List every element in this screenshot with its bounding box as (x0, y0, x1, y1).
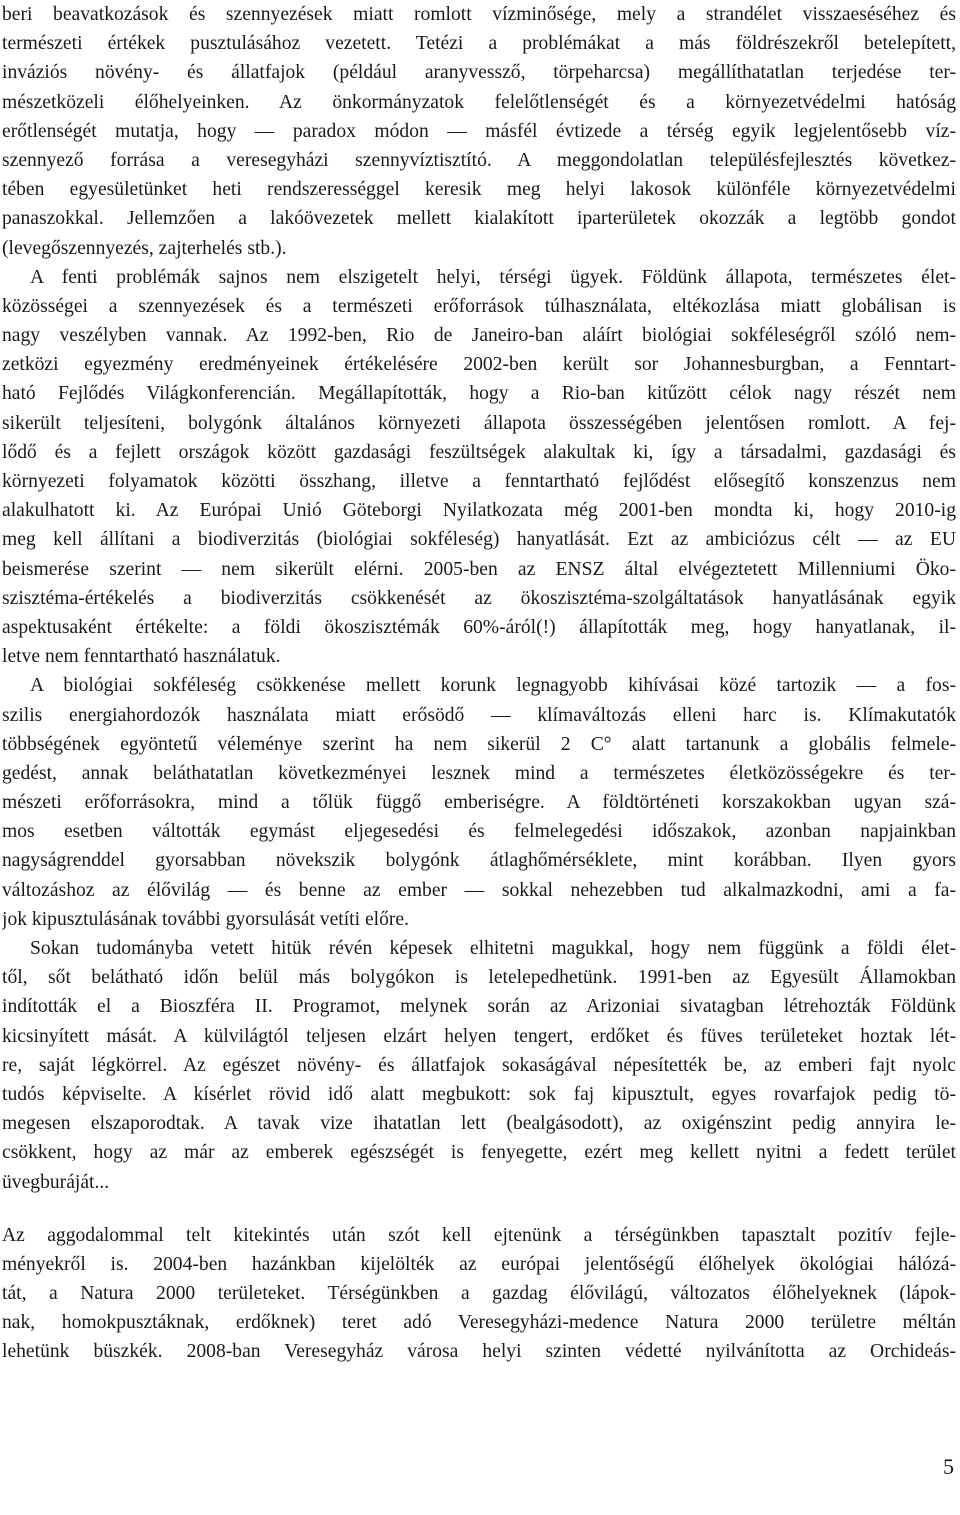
text-line: tudós képviselte. A kísérlet rövid idő alatt megbukott: sok faj kipusztult, egyes rovarfajok pedig tö- (2, 1083, 956, 1105)
paragraph (2, 263, 956, 672)
text-line: tében egyesületünket heti rendszerességgel keresik meg helyi lakosok különféle környezetvédelmi (2, 179, 956, 201)
text-line: nagy veszélyben vannak. Az 1992-ben, Rio de Janeiro-ban aláírt biológiai sokféleségről szóló nem- (2, 325, 956, 347)
text-line: panaszokkal. Jellemzően a lakóövezetek mellett kialakított iparterületek okozzák a legtöbb gondot (2, 208, 956, 230)
text-line: kicsinyített mását. A külvilágtól teljesen elzárt helyen tengert, erdőket és füves területeket hoztak lét- (2, 1025, 956, 1047)
text-line: től, sőt belátható időn belül más bolygókon is letelepedhetünk. 1991-ben az Egyesült Államokban (2, 967, 956, 989)
text-line: indították el a Bioszféra II. Programot, melynek során az Arizoniai sivatagban létrehozták Földünk (2, 996, 956, 1018)
text-line: szennyező forrása a veresegyházi szennyvíztisztító. A meggondolatlan településfejlesztés következ- (2, 149, 956, 171)
text-line: beismerése szerint — nem sikerült elérni. 2005-ben az ENSZ által elvégeztetett Millenniumi Öko- (2, 558, 956, 580)
text-line: zetközi egyezmény eredményeinek értékelésére 2002-ben került sor Johannesburgban, a Fenntart- (2, 354, 956, 376)
text-line: mos esetben váltották egymást eljegesedési és felmelegedési időszakok, azonban napjainkban (2, 821, 956, 843)
text-line: lődő és a fejlett országok között gazdasági feszültségek alakultak ki, így a társadalmi, gazdasági és (2, 441, 956, 463)
text-line: mészetközeli élőhelyeinken. Az önkormányzatok felelőtlenségét és a környezetvédelmi hatóság (2, 91, 956, 113)
paragraph-gap (2, 1197, 956, 1221)
text-line: inváziós növény- és állatfajok (például aranyvessző, törpeharcsa) megállíthatatlan terjedése ter- (2, 62, 956, 84)
text-line: üvegburáját... (2, 1171, 110, 1193)
paragraph (2, 934, 956, 1197)
text-line: re, saját légkörrel. Az egészet növény- és állatfajok sokaságával népesítették be, az emberi fajt nyolc (2, 1054, 956, 1076)
text-line: nak, homokpusztáknak, erdőknek) teret adó Veresegyházi-medence Natura 2000 területre méltán (2, 1312, 956, 1334)
text-line: lehetünk büszkék. 2008-ban Veresegyház városa helyi szinten védetté nyilvánította az Orchideás- (2, 1341, 956, 1363)
text-line: tát, a Natura 2000 területeket. Térségünkben a gazdag élővilágú, változatos élőhelyeknek (lápok- (2, 1283, 956, 1305)
text-line: jok kipusztulásának további gyorsulását vetíti előre. (2, 908, 410, 930)
text-line: szilis energiahordozók használata miatt erősödő — klímaváltozás elleni harc is. Klímakutatók (2, 704, 956, 726)
text-line: sikerült teljesíteni, bolygónk általános környezeti állapota összességében jelentősen romlott. A fej- (2, 412, 956, 434)
text-line: nagyságrenddel gyorsabban növekszik bolygónk átlaghőmérséklete, mint korábban. Ilyen gyors (2, 850, 956, 872)
paragraph (2, 1221, 956, 1367)
text-line: Az aggodalommal telt kitekintés után szót kell ejtenünk a térségünkben tapasztalt pozitív fejle- (2, 1224, 956, 1246)
text-line: Sokan tudományba vetett hitük révén képesek elhitetni magukkal, hogy nem függünk a földi élet- (30, 938, 956, 959)
text-line: megesen elszaporodtak. A tavak vize ihatatlan lett (bealgásodott), az oxigénszint pedig annyira le- (2, 1113, 956, 1135)
text-body (2, 0, 956, 1367)
text-line: változáshoz az élővilág — és benne az ember — sokkal nehezebben tud alkalmazkodni, ami a fa- (2, 879, 956, 901)
text-line: környezeti folyamatok közötti összhang, illetve a fenntartható fejlődést elősegítő konszenzus nem (2, 471, 956, 492)
text-line: A biológiai sokféleség csökkenése mellett korunk legnagyobb kihívásai közé tartozik — a fos- (30, 675, 956, 697)
text-line: közösségei a szennyezések és a természeti erőforrások túlhasználata, eltékozlása miatt globálisan is (2, 295, 956, 317)
paragraph (2, 0, 956, 263)
page-number: 5 (943, 1454, 954, 1479)
text-line: beri beavatkozások és szennyezések miatt romlott vízminősége, mely a strandélet visszaeséséhez és (2, 4, 956, 25)
text-line: többségének egyöntetű véleménye szerint ha nem sikerül 2 C° alatt tartanunk a globális felmele- (2, 733, 956, 755)
text-line: meg kell állítani a biodiverzitás (biológiai sokféleség) hanyatlását. Ezt az ambiciózus célt — az EU (2, 529, 956, 551)
text-line: letve nem fenntartható használatuk. (2, 646, 281, 668)
text-line: erőtlenségét mutatja, hogy — paradox módon — másfél évtizede a térség egyik legjelentősebb víz- (2, 120, 956, 142)
text-line: (levegőszennyezés, zajterhelés stb.). (2, 237, 287, 259)
text-line: ható Fejlődés Világkonferencián. Megállapították, hogy a Rio-ban kitűzött célok nagy részét nem (2, 383, 956, 405)
text-line: A fenti problémák sajnos nem elszigetelt helyi, térségi ügyek. Földünk állapota, természetes élet- (30, 266, 956, 288)
text-line: alakulhatott ki. Az Európai Unió Göteborgi Nyilatkozata még 2001-ben mondta ki, hogy 2010-ig (2, 500, 956, 522)
text-line: szisztéma-értékelés a biodiverzitás csökkenését az ökoszisztéma-szolgáltatások hanyatlásának egyik (2, 587, 956, 609)
text-line: ményekről is. 2004-ben hazánkban kijelölték az európai jelentőségű élőhelyek ökológiai hálózá- (2, 1253, 956, 1275)
text-line: mészeti erőforrásokra, mind a tőlük függő emberiségre. A földtörténeti korszakokban ugyan szá- (2, 792, 956, 814)
text-line: aspektusaként értékelte: a földi ökoszisztémák 60%-áról(!) állapították meg, hogy hanyatlanak, il- (2, 616, 956, 638)
text-line: gedést, annak beláthatatlan következményei lesznek mind a természetes életközösségekre és ter- (2, 762, 956, 784)
text-line: csökkent, hogy az már az emberek egészségét is fenyegette, ezért meg kellett nyitni a fedett terület (2, 1142, 956, 1164)
paragraph (2, 671, 956, 934)
text-line: természeti értékek pusztulásához vezetett. Tetézi a problémákat a más földrészekről betelepített, (2, 33, 956, 55)
